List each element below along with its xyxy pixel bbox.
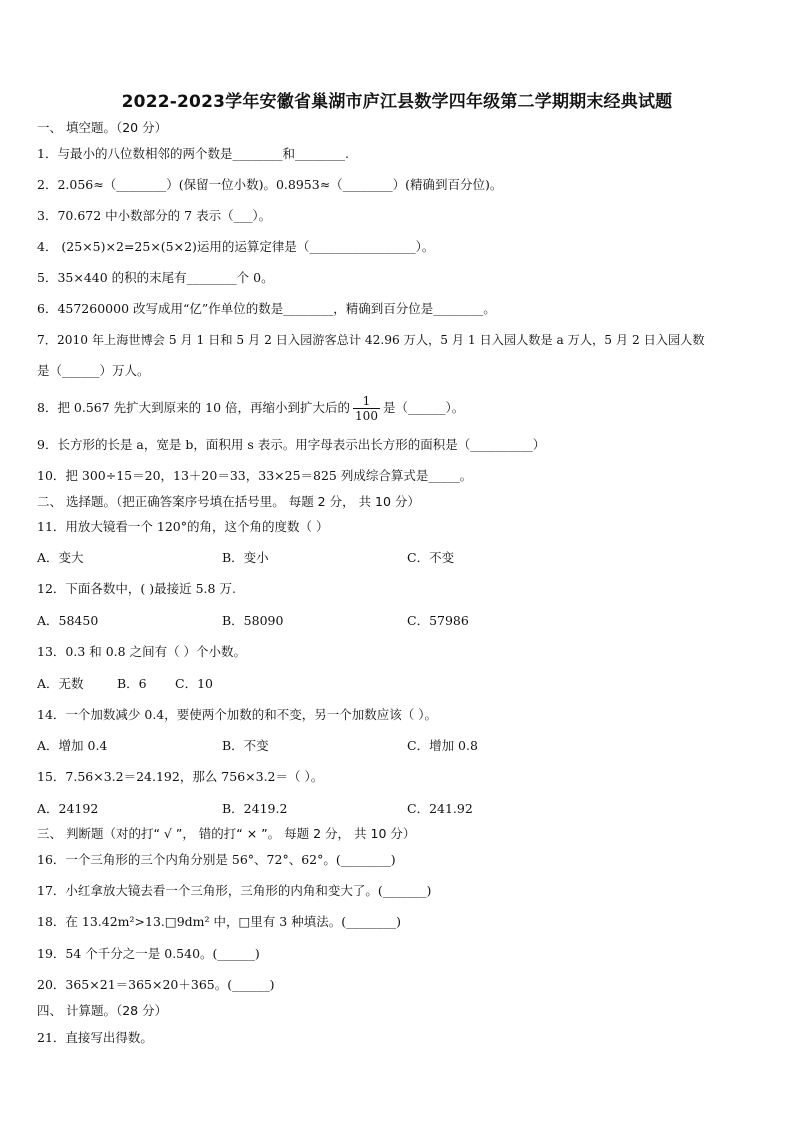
q11-option-b: B．变小 (222, 550, 269, 565)
q11-option-c: C．不变 (407, 550, 455, 565)
question-16: 16．一个三角形的三个内角分别是 56°、72°、62°。(________) (37, 852, 396, 867)
section-calculation-heading: 四、 计算题。（28 分） (37, 1003, 168, 1018)
fraction-1-over-100 (353, 394, 380, 423)
question-10: 10．把 300÷15＝20，13＋20＝33，33×25＝825 列成综合算式是_____。 (37, 468, 473, 483)
q12-option-c: C．57986 (407, 613, 469, 628)
question-21: 21．直接写出得数。 (37, 1030, 153, 1045)
question-18: 18．在 13.42m²>13.□9dm² 中，□里有 3 种填法。(________) (37, 914, 401, 929)
q14-option-a: A．增加 0.4 (37, 738, 108, 753)
question-8-answer: 是（______）。 (382, 400, 465, 415)
q13-option-a: A．无数 (37, 676, 84, 691)
question-20: 20．365×21＝365×20＋365。(______) (37, 977, 275, 992)
q15-option-a: A．24192 (37, 801, 99, 816)
q14-option-b: B．不变 (222, 738, 269, 753)
q11-option-a: A．变大 (37, 550, 84, 565)
fraction-denominator: 100 (355, 409, 378, 423)
q12-option-b: B．58090 (222, 613, 284, 628)
section-true-false-heading: 三、 判断题（对的打“ √ ”， 错的打“ × ”。 每题 2 分， 共 10 分） (37, 826, 416, 841)
question-9: 9．长方形的长是 a，宽是 b，面积用 s 表示。用字母表示出长方形的面积是（__________） (37, 437, 546, 452)
question-2: 2．2.056≈（________）(保留一位小数)。0.8953≈（________）(精确到百分位)。 (37, 177, 503, 192)
question-5: 5．35×440 的积的末尾有________个 0。 (37, 270, 274, 285)
question-15: 15．7.56×3.2＝24.192，那么 756×3.2＝（ ）。 (37, 769, 324, 784)
question-1: 1．与最小的八位数相邻的两个数是________和________. (37, 146, 349, 161)
exam-title: 2022-2023学年安徽省巢湖市庐江县数学四年级第二学期期末经典试题 (121, 92, 673, 112)
q12-option-a: A．58450 (37, 613, 99, 628)
q15-option-b: B．2419.2 (222, 801, 288, 816)
question-14: 14．一个加数减少 0.4，要使两个加数的和不变，另一个加数应该（ ）。 (37, 707, 437, 722)
question-19: 19．54 个千分之一是 0.540。(______) (37, 946, 260, 961)
question-8 (37, 393, 464, 423)
question-12: 12．下面各数中，( )最接近 5.8 万. (37, 581, 236, 596)
q15-option-c: C．241.92 (407, 801, 473, 816)
question-13: 13．0.3 和 0.8 之间有（ ）个小数。 (37, 644, 247, 659)
question-7-line-2: 是（______）万人。 (37, 363, 150, 378)
q13-option-c: C．10 (175, 676, 213, 691)
q13-option-b: B．6 (117, 676, 147, 691)
question-6: 6．457260000 改写成用“亿”作单位的数是________，精确到百分位是________。 (37, 301, 496, 316)
section-fill-blank-heading: 一、 填空题。（20 分） (37, 120, 168, 135)
q14-option-c: C．增加 0.8 (407, 738, 478, 753)
question-8-text: 8．把 0.567 先扩大到原来的 10 倍，再缩小到扩大后的 (37, 400, 351, 415)
question-7-line-1: 7．2010 年上海世博会 5 月 1 日和 5 月 2 日入园游客总计 42.96 万人，5 月 1 日入园人数是 a 万人，5 月 2 日入园人数 (37, 333, 705, 347)
section-choice-heading: 二、 选择题。（把正确答案序号填在括号里。 每题 2 分， 共 10 分） (37, 494, 420, 509)
question-11: 11．用放大镜看一个 120°的角，这个角的度数（ ） (37, 519, 329, 534)
question-17: 17．小红拿放大镜去看一个三角形，三角形的内角和变大了。(_______) (37, 883, 432, 898)
fraction-numerator: 1 (353, 394, 380, 409)
question-4: 4． (25×5)×2=25×(5×2)运用的运算定律是（_________________）。 (37, 239, 435, 254)
question-3: 3．70.672 中小数部分的 7 表示（___）。 (37, 208, 272, 223)
